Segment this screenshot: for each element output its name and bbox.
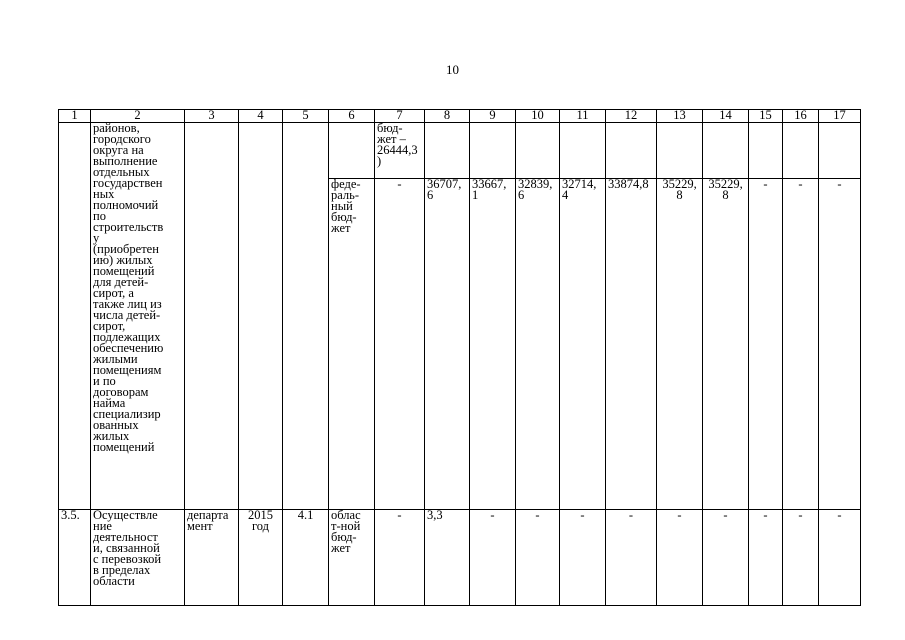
header-cell: 4: [239, 110, 283, 123]
cell-number: [59, 123, 91, 510]
cell-value: [606, 123, 657, 179]
cell-value: [470, 123, 516, 179]
cell-value: -: [657, 510, 703, 606]
cell-value: [657, 123, 703, 179]
cell-description: Осуществле ние деятельност и, связанной с перевозкой в пределах области: [91, 510, 185, 606]
header-cell: 15: [749, 110, 783, 123]
header-cell: 1: [59, 110, 91, 123]
cell-description: районов, городского округа на выполнение отдельных государствен ных полномочий по строительств у (приобретен ию) жилых помещений для детей- сирот, а также лиц из числа детей- сирот, подлежащих обеспечению жилыми помещениям и по договорам найма специализир ованных жилых помещений: [91, 123, 185, 510]
cell-value: -: [783, 510, 819, 606]
header-cell: 5: [283, 110, 329, 123]
cell-value: -: [783, 179, 819, 510]
header-cell: 13: [657, 110, 703, 123]
cell-value: [516, 123, 560, 179]
cell-code: 4.1: [283, 510, 329, 606]
cell-value: [560, 123, 606, 179]
cell-executor: департа мент: [185, 510, 239, 606]
cell-source: [329, 123, 375, 179]
cell-period: 2015 год: [239, 510, 283, 606]
budget-table: [58, 109, 861, 606]
cell-source: облас т-ной бюд- жет: [329, 510, 375, 606]
table-row-3-5: [59, 510, 861, 606]
cell-value: -: [749, 510, 783, 606]
cell-value: 36707, 6: [425, 179, 470, 510]
cell-value: -: [749, 179, 783, 510]
table-row-continuation: [59, 123, 861, 179]
cell-value: 33667, 1: [470, 179, 516, 510]
cell-value: -: [819, 510, 861, 606]
cell-value: [425, 123, 470, 179]
cell-value: -: [703, 510, 749, 606]
cell-number: 3.5.: [59, 510, 91, 606]
cell-value: -: [606, 510, 657, 606]
cell-source: феде- раль- ный бюд- жет: [329, 179, 375, 510]
header-cell: 2: [91, 110, 185, 123]
header-cell: 8: [425, 110, 470, 123]
header-cell: 9: [470, 110, 516, 123]
cell-value: [819, 123, 861, 179]
cell-value: 35229, 8: [657, 179, 703, 510]
cell-value: 3,3: [425, 510, 470, 606]
cell-value: -: [516, 510, 560, 606]
cell-value: 35229, 8: [703, 179, 749, 510]
header-cell: 10: [516, 110, 560, 123]
cell-value: -: [819, 179, 861, 510]
cell-value: -: [470, 510, 516, 606]
cell-value: [703, 123, 749, 179]
cell-period: [239, 123, 283, 510]
cell-value: 33874,8: [606, 179, 657, 510]
cell-col7: -: [375, 510, 425, 606]
header-cell: 17: [819, 110, 861, 123]
cell-value: 32714, 4: [560, 179, 606, 510]
cell-col7: -: [375, 179, 425, 510]
page-number: 10: [446, 62, 459, 77]
cell-code: [283, 123, 329, 510]
cell-value: [749, 123, 783, 179]
header-cell: 16: [783, 110, 819, 123]
header-cell: 12: [606, 110, 657, 123]
header-row: [59, 110, 861, 123]
header-cell: 11: [560, 110, 606, 123]
cell-executor: [185, 123, 239, 510]
header-cell: 14: [703, 110, 749, 123]
header-cell: 6: [329, 110, 375, 123]
cell-value: 32839, 6: [516, 179, 560, 510]
header-cell: 7: [375, 110, 425, 123]
cell-value: [783, 123, 819, 179]
cell-col7: бюд- жет – 26444,3 ): [375, 123, 425, 179]
header-cell: 3: [185, 110, 239, 123]
cell-value: -: [560, 510, 606, 606]
